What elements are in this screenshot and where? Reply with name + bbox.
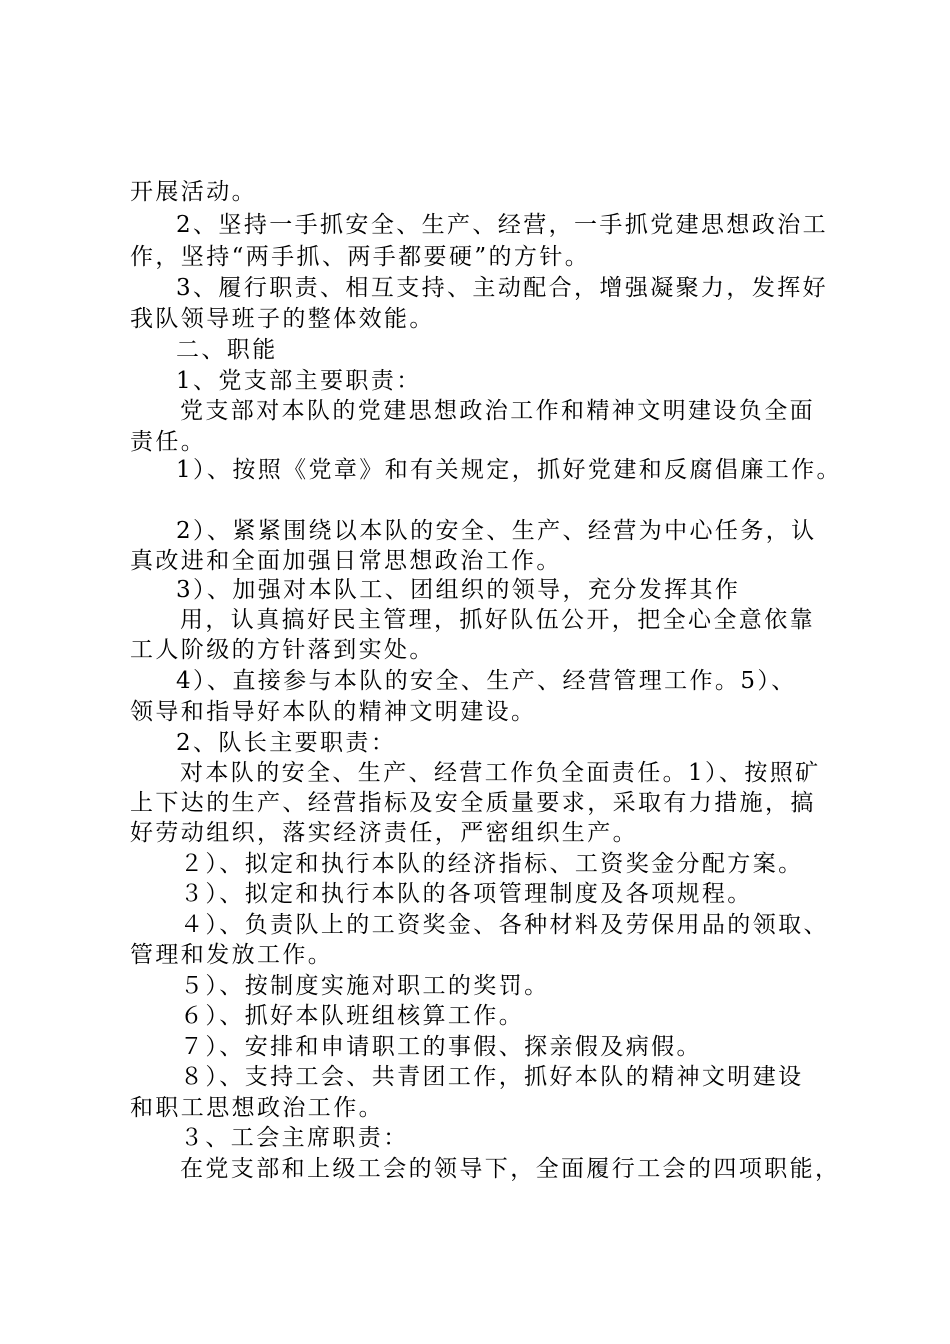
text-line: 2）、紧紧围绕以本队的安全、生产、经营为中心任务，认 bbox=[176, 518, 817, 544]
subsection-heading: ３、工会主席职责： bbox=[180, 1125, 409, 1151]
subsection-heading: 2、队长主要职责： bbox=[176, 730, 397, 756]
text-line: 上下达的生产、经营指标及安全质量要求，采取有力措施，搞 bbox=[130, 790, 816, 816]
text-line: 3、履行职责、相互支持、主动配合，增强凝聚力，发挥好 bbox=[176, 275, 829, 301]
text-line: 责任。 bbox=[130, 429, 207, 455]
text-line: 领导和指导好本队的精神文明建设。 bbox=[130, 699, 537, 725]
text-line: ４）、负责队上的工资奖金、各种材料及劳保用品的领取、 bbox=[180, 912, 829, 938]
text-line: 我队领导班子的整体效能。 bbox=[130, 306, 435, 332]
text-line: 对本队的安全、生产、经营工作负全面责任。1）、按照矿 bbox=[180, 760, 821, 786]
text-line: 3）、加强对本队工、团组织的领导，充分发挥其作 bbox=[176, 577, 741, 603]
text-line: 4）、直接参与本队的安全、生产、经营管理工作。5）、 bbox=[176, 668, 797, 694]
text-line: 开展活动。 bbox=[130, 179, 257, 205]
text-line: ２）、拟定和执行本队的经济指标、工资奖金分配方案。 bbox=[180, 851, 804, 877]
subsection-heading: 1、党支部主要职责： bbox=[176, 368, 422, 394]
text-line: 用，认真搞好民主管理，抓好队伍公开，把全心全意依靠 bbox=[180, 607, 815, 633]
text-line: 和职工思想政治工作。 bbox=[130, 1095, 384, 1121]
text-line: 工人阶级的方针落到实处。 bbox=[130, 637, 435, 663]
text-line: 作，坚持“两手抓、两手都要硬”的方针。 bbox=[130, 244, 591, 270]
text-line: 党支部对本队的党建思想政治工作和精神文明建设负全面 bbox=[180, 398, 815, 424]
text-line: ６）、抓好本队班组核算工作。 bbox=[180, 1003, 525, 1029]
text-line: 真改进和全面加强日常思想政治工作。 bbox=[130, 548, 562, 574]
text-line: 在党支部和上级工会的领导下，全面履行工会的四项职能， bbox=[180, 1156, 841, 1182]
text-line: 1）、按照《党章》和有关规定，抓好党建和反腐倡廉工作。 bbox=[176, 457, 842, 483]
text-line: 2、坚持一手抓安全、生产、经营，一手抓党建思想政治工 bbox=[176, 212, 829, 238]
section-heading: 二、职能 bbox=[176, 337, 278, 363]
text-line: ３）、拟定和执行本队的各项管理制度及各项规程。 bbox=[180, 881, 753, 907]
text-line: 管理和发放工作。 bbox=[130, 942, 334, 968]
text-line: ７）、安排和申请职工的事假、探亲假及病假。 bbox=[180, 1034, 702, 1060]
text-line: ８）、支持工会、共青团工作，抓好本队的精神文明建设 bbox=[180, 1064, 804, 1090]
text-line: ５）、按制度实施对职工的奖罚。 bbox=[180, 973, 550, 999]
text-line: 好劳动组织，落实经济责任，严密组织生产。 bbox=[130, 820, 638, 846]
